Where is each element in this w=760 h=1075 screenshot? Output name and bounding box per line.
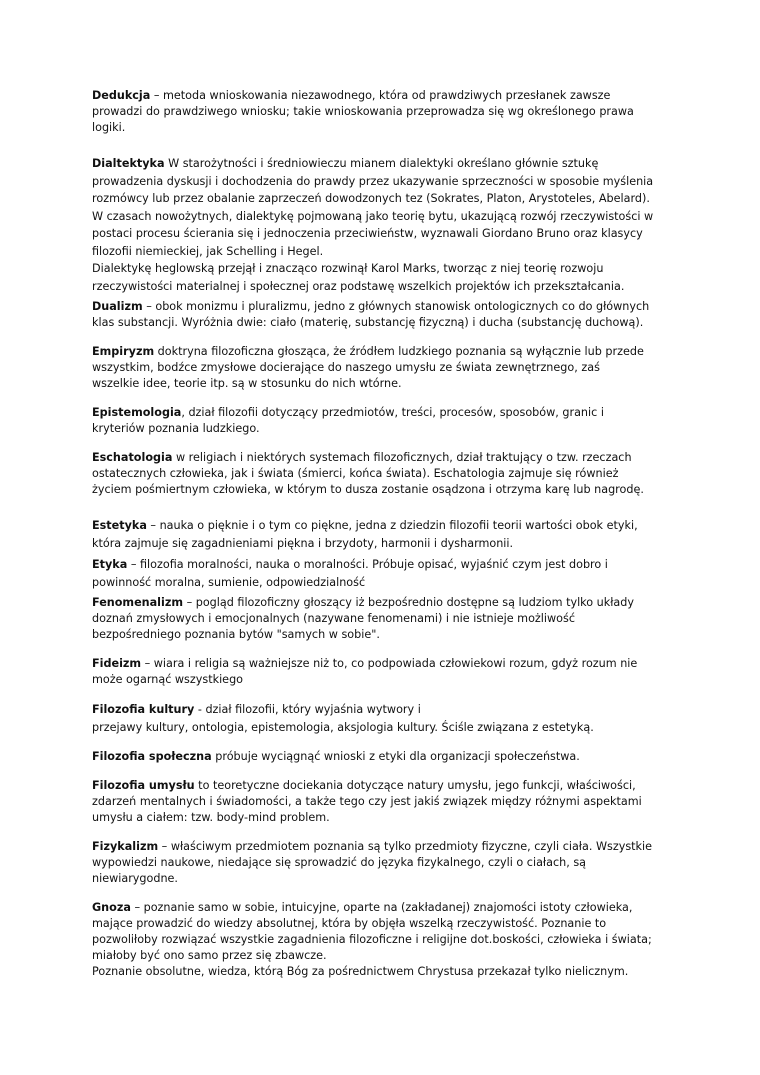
- definition-text: która zajmuje się zagadnieniami piękna i brzydoty, harmonii i dysharmonii.: [92, 536, 514, 550]
- term-heading: Estetyka: [92, 519, 147, 532]
- definition-text: to teoretyczne dociekania dotyczące natury umysłu, jego funkcji, właściwości,: [194, 779, 636, 792]
- entry-line: [92, 916, 682, 932]
- entry-line: [92, 173, 682, 191]
- entry-line: [92, 719, 682, 737]
- entry-line: [92, 627, 682, 643]
- definition-text: umysłu a ciałem: tzw. body-mind problem.: [92, 811, 330, 824]
- definition-text: rozmówcy lub przez obalanie zaprzeczeń dowodzonych tez (Sokrates, Platon, Arystoteles, Abelard).: [92, 192, 650, 205]
- term-heading: Etyka: [92, 558, 128, 571]
- term-heading: Eschatologia: [92, 451, 173, 464]
- definition-text: wszystkim, bodźce zmysłowe docierające do naszego umysłu ze świata zewnętrznego, zaś: [92, 361, 600, 374]
- definition-text: w religiach i niektórych systemach filozoficznych, dział traktujący o tzw. rzeczach: [172, 451, 632, 464]
- entry-line: [92, 466, 682, 482]
- term-heading: Fizykalizm: [92, 840, 159, 853]
- definition-text: klas substancji. Wyróżnia dwie: ciało (materię, substancję fizyczną) i ducha (substancję duchową).: [92, 316, 644, 329]
- entry-line: [92, 517, 682, 535]
- definition-text: W czasach nowożytnych, dialektykę pojmowaną jako teorię bytu, ukazującą rozwój rzeczywistości w: [92, 209, 654, 223]
- entry-line: [92, 855, 682, 871]
- entry-line: [92, 190, 682, 208]
- definition-text: W starożytności i średniowieczu mianem dialektyki określano głównie sztukę: [164, 157, 599, 170]
- entry-line: [92, 871, 682, 887]
- definition-text: – filozofia moralności, nauka o moralności. Próbuje opisać, wyjaśnić czym jest dobro i: [127, 558, 608, 571]
- entry-etyka: [92, 556, 682, 591]
- entry-line: [92, 376, 682, 392]
- entry-line: [92, 535, 682, 553]
- definition-text: wypowiedzi naukowe, niedające się sprowadzić do języka fizykalnego, czyli o ciałach, są: [92, 856, 586, 869]
- definition-text: próbuje wyciągnąć wnioski z etyki dla organizacji społeczeństwa.: [211, 750, 580, 763]
- definition-text: – metoda wnioskowania niezawodnego, która od prawdziwych przesłanek zawsze: [150, 89, 611, 102]
- term-heading: Filozofia społeczna: [92, 750, 212, 763]
- entry-line: [92, 278, 682, 296]
- entry-line: [92, 225, 682, 243]
- entry-gnoza: [92, 900, 682, 980]
- entry-line: [92, 243, 682, 261]
- entry-line: [92, 299, 682, 315]
- definition-text: mające prowadzić do wiedzy absolutnej, która by objęła wszelką rzeczywistość. Poznanie to: [92, 917, 607, 930]
- term-heading: Filozofia umysłu: [92, 779, 195, 792]
- entry-filozofia-spoleczna: [92, 749, 682, 765]
- entry-dualizm: [92, 299, 682, 331]
- term-heading: Epistemologia: [92, 406, 182, 419]
- entry-estetyka: [92, 517, 682, 552]
- term-heading: Fenomenalizm: [92, 596, 184, 609]
- entry-line: [92, 155, 682, 173]
- definition-text: doktryna filozoficzna głosząca, że źródłem ludzkiego poznania są wyłącznie lub przede: [154, 345, 644, 358]
- entry-line: [92, 574, 682, 592]
- definition-text: Poznanie obsolutne, wiedza, którą Bóg za pośrednictwem Chrystusa przekazał tylko nielicznym.: [92, 965, 629, 978]
- term-heading: Fideizm: [92, 657, 142, 670]
- entry-line: [92, 104, 682, 120]
- definition-text: logiki.: [92, 121, 126, 134]
- entry-line: [92, 120, 682, 136]
- entry-line: [92, 794, 682, 810]
- definition-text: – poznanie samo w sobie, intuicyjne, oparte na (zakładanej) znajomości istoty człowieka,: [130, 901, 633, 914]
- definition-text: pozwoliłoby rozwiązać wszystkie zagadnienia filozoficzne i religijne dot.boskości, człowieka i świata;: [92, 933, 652, 946]
- entry-line: [92, 932, 682, 948]
- document-page: [92, 88, 682, 980]
- definition-text: ostatecznych człowieka, jak i świata (śmierci, końca świata). Eschatologia zajmuje się również: [92, 467, 619, 480]
- term-heading: Gnoza: [92, 901, 131, 914]
- term-heading: Empiryzm: [92, 345, 155, 358]
- entry-line: [92, 405, 682, 421]
- entry-line: [92, 900, 682, 916]
- entry-line: [92, 315, 682, 331]
- entry-line: [92, 88, 682, 104]
- entry-empiryzm: [92, 344, 682, 392]
- entry-filozofia-kultury: [92, 701, 682, 736]
- entry-line: [92, 421, 682, 437]
- entry-line: [92, 778, 682, 794]
- entry-filozofia-umyslu: [92, 778, 682, 826]
- definition-text: rzeczywistości materialnej i społecznej oraz podstawę wszelkich projektów ich przekształcania.: [92, 279, 625, 293]
- definition-text: - dział filozofii, który wyjaśnia wytwory i: [194, 703, 421, 716]
- definition-text: zdarzeń mentalnych i świadomości, a także tego czy jest jakiś związek między różnymi aspektami: [92, 795, 642, 808]
- term-heading: Dualizm: [92, 300, 143, 313]
- term-heading: Dialtektyka: [92, 157, 165, 170]
- entry-line: [92, 260, 682, 278]
- entry-fideizm: [92, 656, 682, 688]
- definition-text: przejawy kultury, ontologia, epistemologia, aksjologia kultury. Ściśle związana z estetyką.: [92, 720, 594, 734]
- entry-line: [92, 656, 682, 672]
- entry-line: [92, 611, 682, 627]
- entry-fenomenalizm: [92, 595, 682, 643]
- definition-text: miałoby być ono samo przez się zbawcze.: [92, 949, 327, 962]
- definition-text: kryteriów poznania ludzkiego.: [92, 422, 260, 435]
- entry-line: [92, 672, 682, 688]
- entry-line: [92, 595, 682, 611]
- definition-text: powinność moralna, sumienie, odpowiedzialność: [92, 575, 366, 589]
- definition-text: życiem pośmiertnym człowieka, w którym to dusza zostanie osądzona i otrzyma karę lub nagrodę.: [92, 483, 644, 496]
- definition-text: – nauka o pięknie i o tym co piękne, jedna z dziedzin filozofii teorii wartości obok etyki,: [146, 519, 638, 532]
- definition-text: bezpośredniego poznania bytów "samych w sobie".: [92, 628, 380, 641]
- entry-line: [92, 964, 682, 980]
- entry-line: [92, 810, 682, 826]
- definition-text: , dział filozofii dotyczący przedmiotów, treści, procesów, sposobów, granic i: [181, 406, 604, 419]
- definition-text: prowadzenia dyskusji i dochodzenia do prawdy przez ukazywanie sprzeczności w sposobie myślenia: [92, 174, 654, 188]
- definition-text: niewiarygodne.: [92, 872, 178, 885]
- definition-text: – właściwym przedmiotem poznania są tylko przedmioty fizyczne, czyli ciała. Wszystkie: [158, 840, 653, 853]
- definition-text: doznań zmysłowych i emocjonalnych (nazywane fenomenami) i nie istnieje możliwość: [92, 612, 575, 625]
- definition-text: prowadzi do prawdziwego wniosku; takie wnioskowania przeprowadza się wg określonego prawa: [92, 105, 634, 118]
- entry-dialektyka: [92, 155, 682, 295]
- entry-line: [92, 344, 682, 360]
- definition-text: filozofii niemieckiej, jak Schelling i Hegel.: [92, 244, 324, 258]
- entry-fizykalizm: [92, 839, 682, 887]
- definition-text: postaci procesu ścierania się i jednoczenia przeciwieństw, wyznawali Giordano Bruno oraz klasycy: [92, 227, 643, 240]
- definition-text: może ogarnąć wszystkiego: [92, 673, 244, 686]
- definition-text: – pogląd filozoficzny głoszący iż bezpośrednio dostępne są ludziom tylko układy: [183, 596, 634, 609]
- entry-line: [92, 948, 682, 964]
- definition-text: Dialektykę heglowską przejął i znacząco rozwinął Karol Marks, tworząc z niej teorię rozwoju: [92, 262, 604, 275]
- definition-text: – wiara i religia są ważniejsze niż to, co podpowiada człowiekowi rozum, gdyż rozum nie: [141, 657, 638, 670]
- definition-text: wszelkie idee, teorie itp. są w stosunku do nich wtórne.: [92, 377, 402, 390]
- entry-dedukcja: [92, 88, 682, 136]
- entry-line: [92, 482, 682, 498]
- entry-line: [92, 749, 682, 765]
- definition-text: – obok monizmu i pluralizmu, jedno z głównych stanowisk ontologicznych co do głównych: [142, 300, 650, 313]
- entry-line: [92, 208, 682, 226]
- entry-line: [92, 556, 682, 574]
- entry-line: [92, 839, 682, 855]
- term-heading: Filozofia kultury: [92, 703, 195, 716]
- entry-eschatologia: [92, 450, 682, 498]
- entry-epistemologia: [92, 405, 682, 437]
- entry-line: [92, 450, 682, 466]
- entry-line: [92, 701, 682, 719]
- term-heading: Dedukcja: [92, 89, 151, 102]
- entry-line: [92, 360, 682, 376]
